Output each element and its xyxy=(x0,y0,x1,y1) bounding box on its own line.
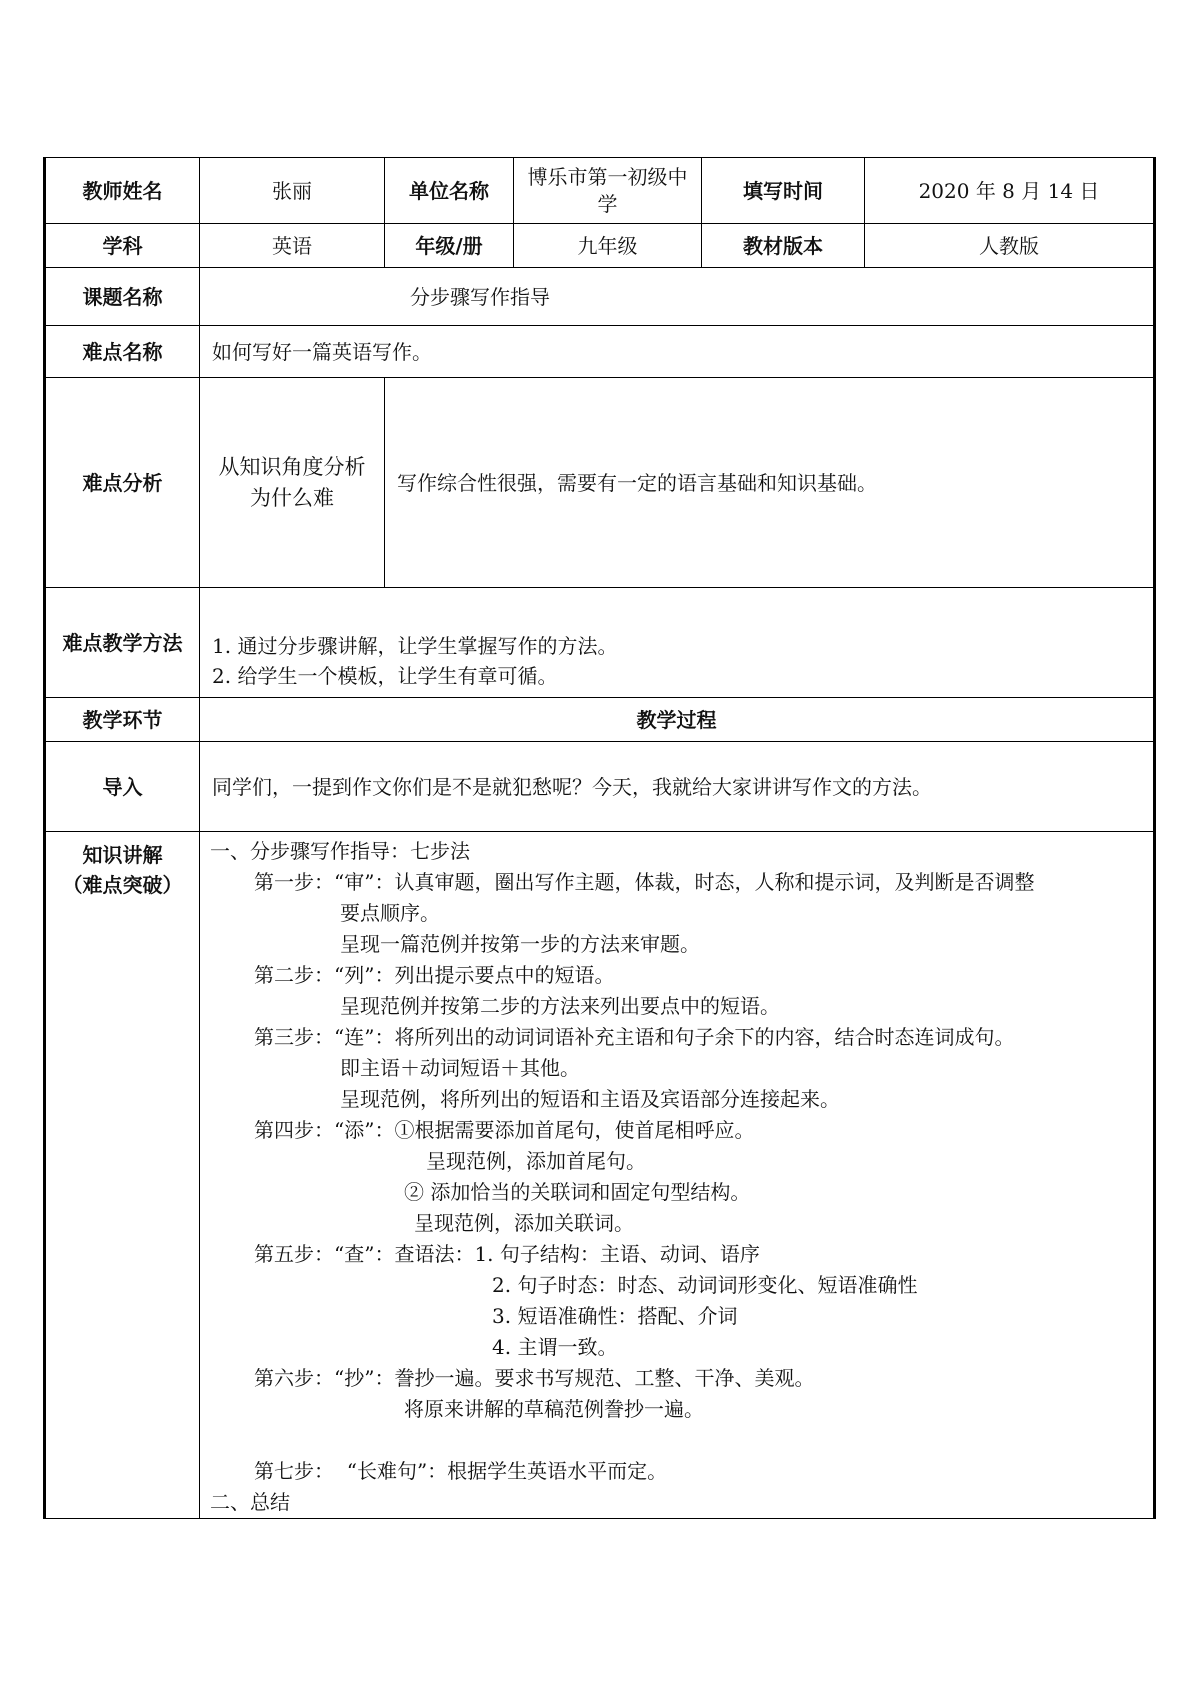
step-2: 第二步：“列”：列出提示要点中的短语。 xyxy=(254,963,615,987)
methods-list xyxy=(200,588,1155,698)
step-1-example: 呈现一篇范例并按第一步的方法来审题。 xyxy=(340,932,700,956)
date-value: 2020 年 8 月 14 日 xyxy=(865,158,1155,224)
unit-label: 单位名称 xyxy=(385,158,514,224)
step-5-item-3: 3. 短语准确性：搭配、介词 xyxy=(492,1304,738,1328)
difficulty-value: 如何写好一篇英语写作。 xyxy=(200,326,1155,378)
step-3: 第三步：“连”：将所列出的动词词语补充主语和句子余下的内容，结合时态连词成句。 xyxy=(254,1025,1015,1049)
subject-value: 英语 xyxy=(200,224,385,268)
analysis-value: 写作综合性很强，需要有一定的语言基础和知识基础。 xyxy=(385,378,1155,588)
step-1: 第一步：“审”：认真审题，圈出写作主题，体裁，时态，人称和提示词，及判断是否调整 xyxy=(254,870,1035,894)
step-5: 第五步：“查”：查语法：1. 句子结构：主语、动词、语序 xyxy=(254,1242,760,1266)
knowledge-row xyxy=(45,832,1155,1519)
step-5-item-4: 4. 主谓一致。 xyxy=(492,1335,618,1359)
step-3-example: 呈现范例，将所列出的短语和主语及宾语部分连接起来。 xyxy=(340,1087,840,1111)
step-5-item-2: 2. 句子时态：时态、动词词形变化、短语准确性 xyxy=(492,1273,918,1297)
analysis-label: 难点分析 xyxy=(45,378,200,588)
step-4: 第四步：“添”：①根据需要添加首尾句，使首尾相呼应。 xyxy=(254,1118,755,1142)
process-header-row xyxy=(45,698,1155,742)
lesson-plan-table xyxy=(43,157,1156,1519)
blank-line xyxy=(210,1425,1143,1456)
header-row-2 xyxy=(45,224,1155,268)
step-7: 第七步： “长难句”：根据学生英语水平而定。 xyxy=(254,1459,668,1483)
knowledge-heading-1: 一、分步骤写作指导：七步法 xyxy=(210,839,470,863)
teacher-value: 张丽 xyxy=(200,158,385,224)
grade-value: 九年级 xyxy=(514,224,702,268)
process-stage-label: 教学环节 xyxy=(45,698,200,742)
process-label: 教学过程 xyxy=(200,698,1155,742)
unit-value: 博乐市第一初级中学 xyxy=(514,158,702,224)
header-row-1 xyxy=(45,158,1155,224)
topic-value: 分步骤写作指导 xyxy=(200,268,1155,326)
step-6-example: 将原来讲解的草稿范例誊抄一遍。 xyxy=(404,1397,704,1421)
difficulty-label: 难点名称 xyxy=(45,326,200,378)
analysis-sub-label: 从知识角度分析为什么难 xyxy=(200,378,385,588)
analysis-row xyxy=(45,378,1155,588)
step-1-cont: 要点顺序。 xyxy=(340,901,440,925)
methods-row xyxy=(45,588,1155,698)
topic-label: 课题名称 xyxy=(45,268,200,326)
teacher-label: 教师姓名 xyxy=(45,158,200,224)
step-4-example-1: 呈现范例，添加首尾句。 xyxy=(426,1149,646,1173)
intro-row xyxy=(45,742,1155,832)
knowledge-label-line1: 知识讲解 xyxy=(82,843,163,867)
knowledge-content xyxy=(200,832,1155,1519)
topic-row xyxy=(45,268,1155,326)
edition-value: 人教版 xyxy=(865,224,1155,268)
step-4-sub-2: ② 添加恰当的关联词和固定句型结构。 xyxy=(404,1180,751,1204)
edition-label: 教材版本 xyxy=(702,224,865,268)
methods-label: 难点教学方法 xyxy=(45,588,200,698)
subject-label: 学科 xyxy=(45,224,200,268)
step-4-example-2: 呈现范例，添加关联词。 xyxy=(414,1211,634,1235)
date-label: 填写时间 xyxy=(702,158,865,224)
difficulty-row xyxy=(45,326,1155,378)
method-item-1: 1. 通过分步骤讲解，让学生掌握写作的方法。 xyxy=(212,634,618,658)
method-item-2: 2. 给学生一个模板，让学生有章可循。 xyxy=(212,664,558,688)
intro-value: 同学们，一提到作文你们是不是就犯愁呢？今天，我就给大家讲讲写作文的方法。 xyxy=(200,742,1155,832)
step-2-example: 呈现范例并按第二步的方法来列出要点中的短语。 xyxy=(340,994,780,1018)
knowledge-heading-2: 二、总结 xyxy=(210,1490,290,1514)
lesson-plan-form xyxy=(43,157,1153,1519)
step-3-cont: 即主语＋动词短语＋其他。 xyxy=(340,1056,580,1080)
knowledge-label xyxy=(45,832,200,1519)
intro-label: 导入 xyxy=(45,742,200,832)
grade-label: 年级/册 xyxy=(385,224,514,268)
knowledge-label-line2: （难点突破） xyxy=(62,873,183,897)
step-6: 第六步：“抄”：誊抄一遍。要求书写规范、工整、干净、美观。 xyxy=(254,1366,815,1390)
